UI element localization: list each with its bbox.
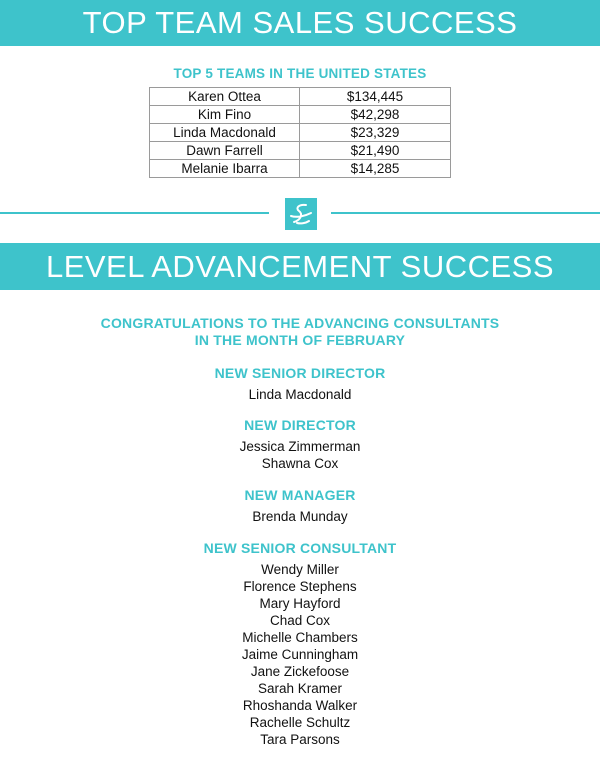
name-list — [0, 386, 600, 403]
team-amount: $134,445 — [300, 88, 451, 106]
team-name: Dawn Farrell — [150, 142, 300, 160]
section-new-director — [0, 416, 600, 472]
list-item: Shawna Cox — [261, 456, 339, 471]
divider-left — [0, 212, 269, 214]
team-amount: $23,329 — [300, 124, 451, 142]
list-item: Sarah Kramer — [257, 681, 343, 696]
section-title: NEW SENIOR DIRECTOR — [214, 365, 386, 381]
name-list — [0, 561, 600, 748]
team-amount: $42,298 — [300, 106, 451, 124]
list-item: Tara Parsons — [260, 732, 340, 747]
team-name: Kim Fino — [150, 106, 300, 124]
table-row — [150, 160, 451, 178]
list-item: Brenda Munday — [252, 509, 348, 524]
list-item: Mary Hayford — [259, 596, 341, 611]
section-new-senior-director — [0, 364, 600, 403]
team-name: Linda Macdonald — [150, 124, 300, 142]
script-s-logo-icon — [285, 198, 317, 230]
list-item: Linda Macdonald — [248, 387, 352, 402]
list-item: Jaime Cunningham — [241, 647, 359, 662]
table-row — [150, 88, 451, 106]
team-amount: $21,490 — [300, 142, 451, 160]
list-item: Wendy Miller — [261, 562, 339, 577]
list-item: Jessica Zimmerman — [239, 439, 361, 454]
list-item: Florence Stephens — [243, 579, 357, 594]
name-list — [0, 438, 600, 472]
table-row — [150, 142, 451, 160]
section-title: NEW DIRECTOR — [244, 417, 356, 433]
list-item: Jane Zickefoose — [250, 664, 350, 679]
list-item: Rhoshanda Walker — [242, 698, 358, 713]
congrats-line-1: CONGRATULATIONS TO THE ADVANCING CONSULTANTS — [100, 315, 500, 331]
section-new-senior-consultant — [0, 539, 600, 748]
team-amount: $14,285 — [300, 160, 451, 178]
section-new-manager — [0, 486, 600, 525]
team-name: Karen Ottea — [150, 88, 300, 106]
divider-right — [331, 212, 600, 214]
section-title: NEW MANAGER — [244, 487, 356, 503]
list-item: Rachelle Schultz — [249, 715, 351, 730]
top-team-sales-banner: TOP TEAM SALES SUCCESS — [0, 0, 600, 46]
table-row — [150, 106, 451, 124]
list-item: Michelle Chambers — [242, 630, 358, 645]
team-name: Melanie Ibarra — [150, 160, 300, 178]
section-title: NEW SENIOR CONSULTANT — [203, 540, 397, 556]
level-advancement-banner: LEVEL ADVANCEMENT SUCCESS — [0, 243, 600, 290]
list-item: Chad Cox — [269, 613, 331, 628]
congrats-line-2: IN THE MONTH OF FEBRUARY — [194, 332, 406, 348]
top-teams-table — [149, 87, 451, 178]
congrats-heading — [0, 315, 600, 349]
name-list — [0, 508, 600, 525]
table-row — [150, 124, 451, 142]
teams-heading: TOP 5 TEAMS IN THE UNITED STATES — [173, 66, 427, 81]
